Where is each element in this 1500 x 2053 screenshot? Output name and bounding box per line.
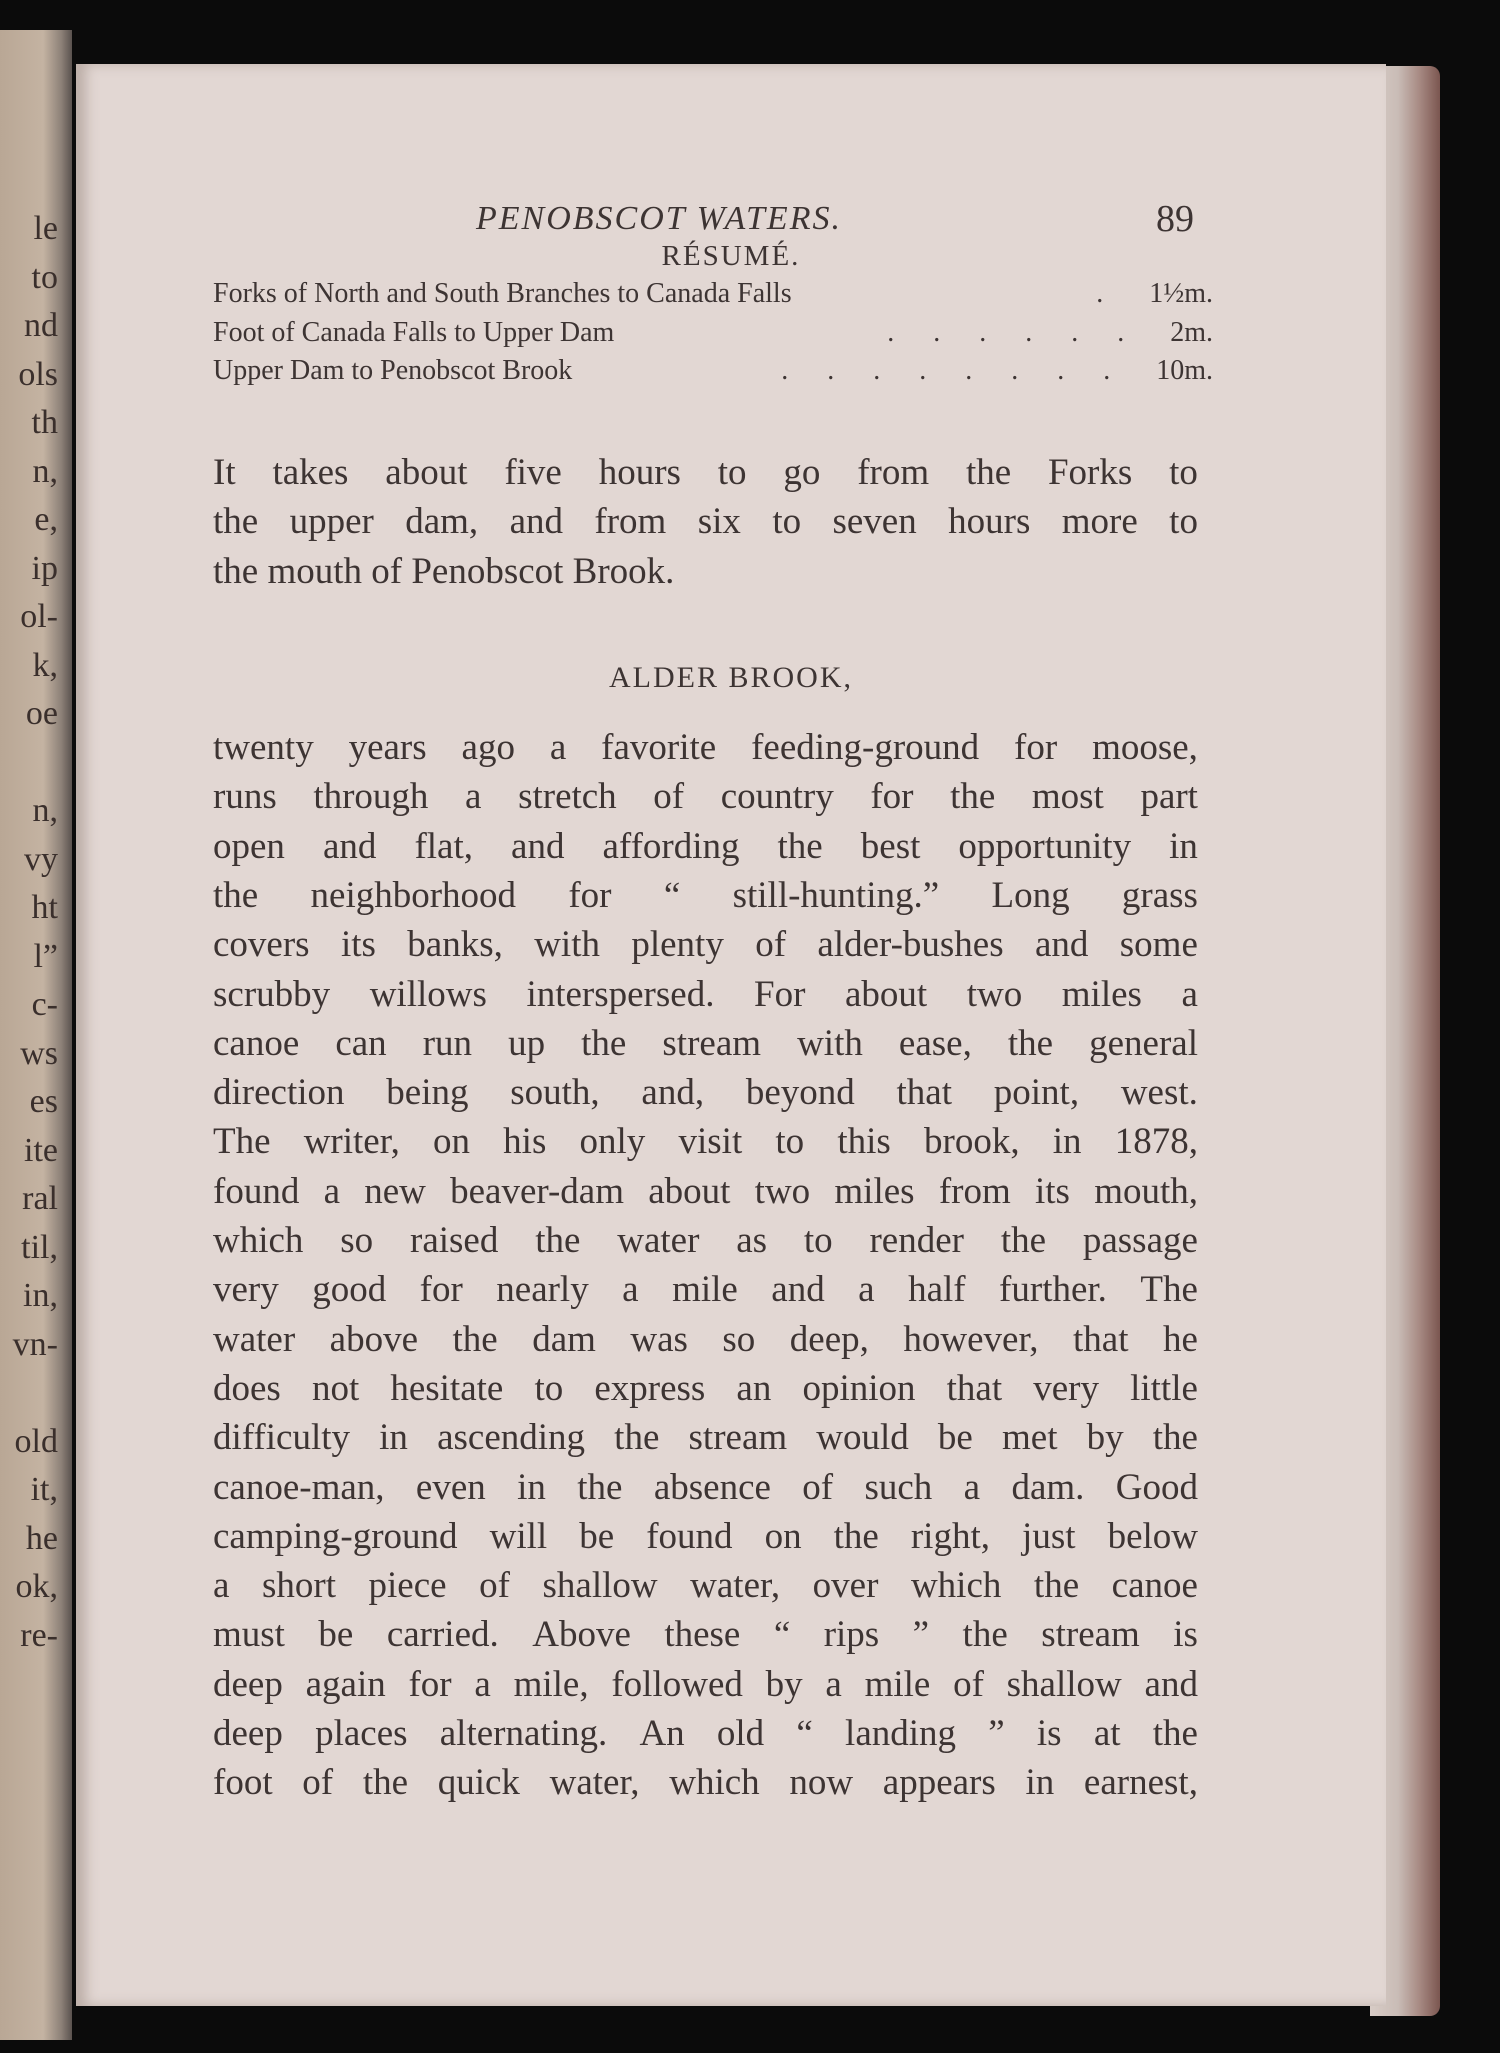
facing-page-fragment: ok, <box>15 1568 58 1605</box>
text-line: direction being south, and, beyond that point, west. <box>213 1072 1198 1114</box>
facing-page-fragment: n, <box>32 792 58 829</box>
resume-row <box>213 355 1213 387</box>
text-line: deep places alternating. An old “ landing ” is at the <box>213 1713 1198 1754</box>
text-line: It takes about five hours to go from the Forks to <box>213 452 1198 493</box>
route: Forks of North and South Branches to Canada Falls <box>213 278 792 309</box>
facing-page-fragment: le <box>33 210 58 247</box>
text-line: found a new beaver-dam about two miles from its mouth, <box>213 1170 1198 1212</box>
page-number: 89 <box>1156 198 1194 240</box>
distance: 10m. <box>1156 355 1213 386</box>
resume-heading: RÉSUMÉ. <box>661 240 801 272</box>
facing-page-fragment: e, <box>34 501 58 538</box>
text-line: canoe-man, even in the absence of such a dam. Good <box>213 1466 1198 1508</box>
text-line: The writer, on his only visit to this brook, in 1878, <box>213 1121 1198 1163</box>
facing-page-fragment: th <box>31 404 58 441</box>
running-title: PENOBSCOT WATERS. <box>476 200 842 237</box>
book-page <box>76 64 1386 2006</box>
facing-page-fragment: ite <box>24 1131 58 1169</box>
distance: 2m. <box>1170 316 1213 348</box>
text-line: difficulty in ascending the stream would be met by the <box>213 1417 1198 1459</box>
text-line: water above the dam was so deep, however, that he <box>213 1318 1198 1360</box>
resume-row <box>213 278 1213 310</box>
facing-page-fragment: n, <box>32 452 58 490</box>
facing-page-fragment: to <box>31 258 58 296</box>
facing-page-fragment: he <box>25 1519 58 1557</box>
route: Foot of Canada Falls to Upper Dam <box>213 316 615 348</box>
facing-page-fragment: ip <box>31 549 58 587</box>
text-line: which so raised the water as to render the passage <box>213 1220 1198 1261</box>
facing-page-fragment: ol- <box>20 598 58 635</box>
text-line: the neighborhood for “ still-hunting.” Long grass <box>213 874 1198 916</box>
facing-page-fragment: ols <box>18 355 58 393</box>
facing-page-fragment: vy <box>24 840 58 878</box>
text-line: foot of the quick water, which now appears in earnest, <box>213 1762 1198 1804</box>
facing-page-fragment: oe <box>25 695 58 732</box>
facing-page-fragment: vn- <box>12 1325 58 1363</box>
text-line: camping-ground will be found on the right, just below <box>213 1515 1198 1557</box>
facing-page-fragment: l” <box>33 937 58 975</box>
resume-row <box>213 317 1213 349</box>
text-line: deep again for a mile, followed by a mile of shallow and <box>213 1663 1198 1705</box>
facing-page-fragment: old <box>14 1422 58 1460</box>
text-line: twenty years ago a favorite feeding-ground for moose, <box>213 727 1198 768</box>
text-line: must be carried. Above these “ rips ” the stream is <box>213 1614 1198 1656</box>
facing-page-fragment: nd <box>24 307 58 344</box>
leader-dots: . . . . . . . . <box>781 355 1127 386</box>
facing-page-fragment: ws <box>20 1034 58 1072</box>
leader-dots: . <box>1096 278 1120 309</box>
text-line: the mouth of Penobscot Brook. <box>213 550 675 592</box>
section-heading: ALDER BROOK, <box>608 661 853 694</box>
facing-page-fragment: c- <box>31 986 58 1023</box>
facing-page-fragment: es <box>29 1083 58 1120</box>
text-line: the upper dam, and from six to seven hours more to <box>213 501 1198 543</box>
facing-page-fragment: ht <box>31 889 58 926</box>
facing-page-edge <box>0 30 72 2040</box>
facing-page-fragment: ral <box>22 1180 58 1217</box>
text-line: runs through a stretch of country for the most part <box>213 776 1198 818</box>
text-line: a short piece of shallow water, over which the canoe <box>213 1565 1198 1607</box>
text-line: covers its banks, with plenty of alder-bushes and some <box>213 924 1198 966</box>
facing-page-fragment: it, <box>30 1471 58 1508</box>
distance: 1½m. <box>1149 278 1213 309</box>
facing-page-fragment: k, <box>32 646 58 684</box>
route: Upper Dam to Penobscot Brook <box>213 355 573 386</box>
text-line: very good for nearly a mile and a half further. The <box>213 1269 1198 1311</box>
text-line: does not hesitate to express an opinion that very little <box>213 1367 1198 1409</box>
text-line: canoe can run up the stream with ease, the general <box>213 1022 1198 1064</box>
leader-dots: . . . . . . <box>887 316 1141 348</box>
text-line: open and flat, and affording the best opportunity in <box>213 825 1198 867</box>
text-line: scrubby willows interspersed. For about two miles a <box>213 973 1198 1015</box>
facing-page-fragment: re- <box>20 1616 58 1654</box>
facing-page-fragment: in, <box>23 1277 58 1314</box>
facing-page-fragment: til, <box>21 1228 58 1266</box>
